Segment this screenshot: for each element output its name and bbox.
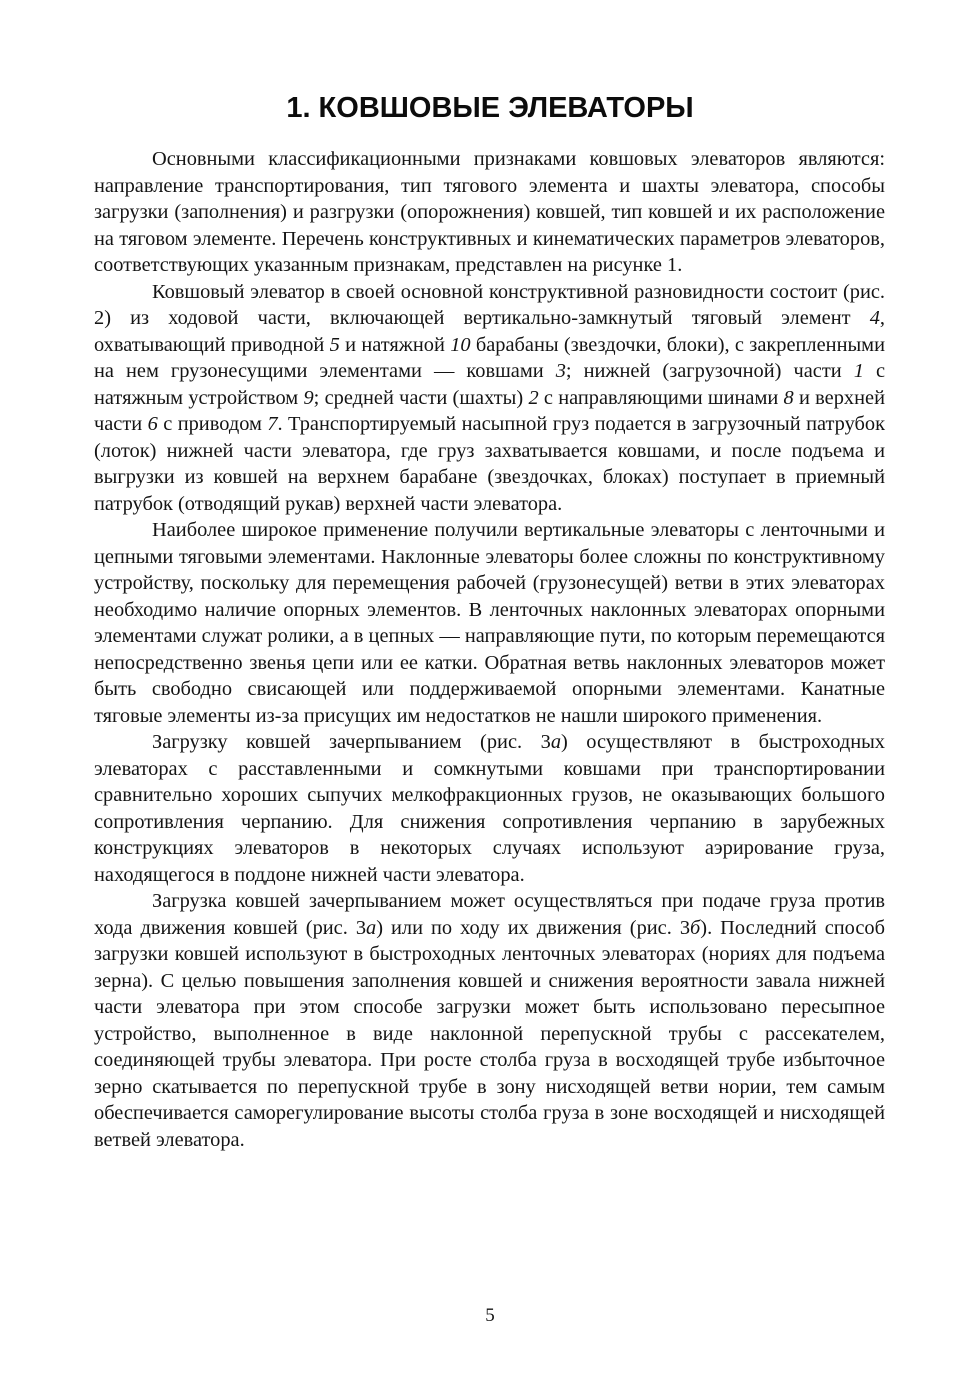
figure-reference: 6	[147, 413, 158, 435]
figure-reference: 7	[267, 413, 278, 435]
figure-reference: а	[366, 916, 377, 939]
figure-reference: 10	[450, 333, 471, 356]
paragraph-3: Наиболее широкое применение получили вертикальные элеваторы с ленточными и цепными тяговыми элементами. Наклонные элеваторы более сложны по конструктивному устройству, поскольку для перемещения рабочей (грузонесущей) ветви в этих элеваторах необходимо наличие опорных элементов. В ленточных наклонных элеваторах опорными элементами служат ролики, а в цепных — направляющие пути, по которым перемещаются непосредственно звенья цепи или ее катки. Обратная ветвь наклонных элеваторов может быть свободно свисающей или поддерживаемой опорными элементами. Канатные тяговые элементы из-за присущих им недостатков не нашли широкого применения.	[94, 519, 885, 727]
figure-reference: 8	[783, 386, 794, 409]
page-number: 5	[485, 1305, 495, 1326]
figure-reference: 4	[869, 307, 880, 329]
figure-reference: 1	[853, 360, 864, 382]
figure-reference: б	[690, 916, 701, 939]
figure-reference: 2	[528, 386, 539, 409]
paragraph-2: Ковшовый элеватор в своей основной конструктивной разновидности состоит (рис. 2) из ходовой части, включающей вертикально-замкнутый тяговый элемент 4, охватывающий приводной 5 и натяжной 10 барабаны (звездочки, блоки), с закрепленными на нем грузонесущими элементами — ковшами 3; нижней (загрузочной) части 1 с натяжным устройством 9; средней части (шахты) 2 с направляющими шинами 8 и верхней части 6 с приводом 7. Транспортируемый насыпной груз подается в загрузочный патрубок (лоток) нижней части элеватора, где груз захватывается ковшами, и после подъема и выгрузки из ковшей на верхнем барабане (звездочках, блоках) поступает в приемный патрубок (отводящий рукав) верхней части элеватора.	[94, 280, 886, 515]
figure-reference: 9	[303, 386, 314, 409]
body-text	[94, 146, 885, 1153]
figure-reference: 3	[555, 360, 566, 382]
figure-reference: а	[550, 731, 562, 753]
page-title: 1. КОВШОВЫЕ ЭЛЕВАТОРЫ	[286, 92, 694, 124]
paragraph-5: Загрузка ковшей зачерпыванием может осуществляться при подаче груза против хода движения ковшей (рис. 3а) или по ходу их движения (рис. 3б). Последний способ загрузки ковшей используют в быстроходных ленточных элеваторах (нориях для подъема зерна). С целью повышения заполнения ковшей и снижения вероятности завала нижней части элеватора при этом способе загрузки может быть использовано пересыпное устройство, выполненное в виде наклонной перепускной трубы с рассекателем, соединяющей трубы элеватора. При росте столба груза в восходящей трубе избыточное зерно скатывается по перепускной трубе в зону нисходящей ветви нории, тем самым обеспечивается саморегулирование высоты столба груза в зоне восходящей и нисходящей ветвей элеватора.	[94, 890, 885, 1151]
paragraph-4: Загрузку ковшей зачерпыванием (рис. 3а) осуществляют в быстроходных элеваторах с расставленными и сомкнутыми ковшами при транспортировании сравнительно хороших сыпучих мелкофракционных грузов, не оказывающих большого сопротивления черпанию. Для снижения сопротивления черпанию в зарубежных конструкциях элеваторов в некоторых случаях используют аэрирование груза, находящегося в поддоне нижней части элеватора.	[94, 731, 885, 886]
figure-reference: 5	[329, 333, 340, 356]
paragraph-1: Основными классификационными признаками ковшовых элеваторов являются: направление транспортирования, тип тягового элемента и шахты элеватора, способы загрузки (заполнения) и разгрузки (опорожнения) ковшей, тип ковшей и их расположение на тяговом элементе. Перечень конструктивных и кинематических параметров элеваторов, соответствующих указанным признакам, представлен на рисунке 1.	[94, 148, 885, 276]
